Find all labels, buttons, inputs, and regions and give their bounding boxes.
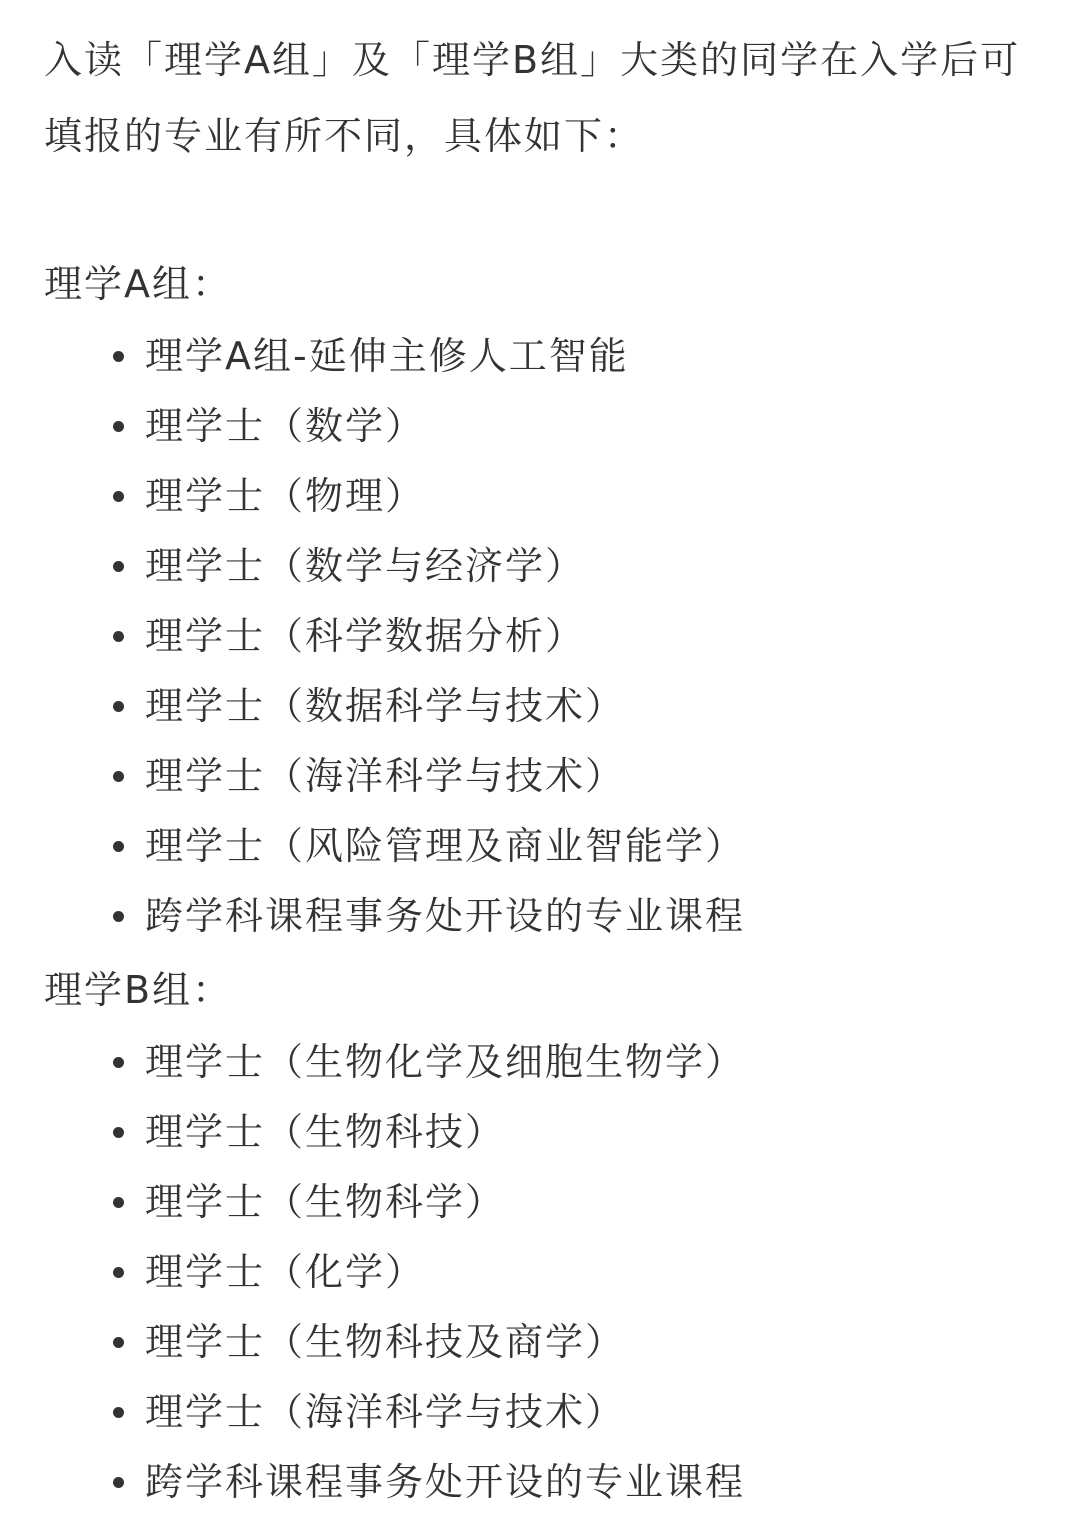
- major-label: 跨学科课程事务处开设的专业课程: [145, 894, 746, 938]
- bullet-icon: [113, 841, 124, 852]
- group-b-heading: 理学B组：: [44, 968, 233, 1012]
- bullet-icon: [113, 1407, 124, 1418]
- bullet-icon: [113, 1477, 124, 1488]
- major-label: 理学士（化学）: [145, 1250, 426, 1294]
- major-label: 理学士（海洋科学与技术）: [145, 1390, 626, 1434]
- major-label: 理学士（科学数据分析）: [145, 614, 586, 658]
- major-label: 理学士（生物科技）: [145, 1110, 506, 1154]
- bullet-icon: [113, 701, 124, 712]
- bullet-icon: [113, 561, 124, 572]
- major-label: 理学士（生物科学）: [145, 1180, 506, 1224]
- group-a-heading: 理学A组：: [44, 262, 232, 306]
- bullet-icon: [113, 1197, 124, 1208]
- bullet-icon: [113, 351, 124, 362]
- bullet-icon: [113, 1337, 124, 1348]
- intro-paragraph: 入读「理学A组」及「理学B组」大类的同学在入学后可填报的专业有所不同，具体如下：: [44, 38, 1021, 158]
- bullet-icon: [113, 911, 124, 922]
- bullet-icon: [113, 631, 124, 642]
- major-label: 理学士（生物科技及商学）: [145, 1320, 626, 1364]
- major-label: 理学士（风险管理及商业智能学）: [145, 824, 746, 868]
- major-label: 理学士（海洋科学与技术）: [145, 754, 626, 798]
- bullet-icon: [113, 771, 124, 782]
- major-label: 理学士（数学）: [145, 404, 426, 448]
- major-label: 理学士（生物化学及细胞生物学）: [145, 1040, 746, 1084]
- major-label: 理学士（数据科学与技术）: [145, 684, 626, 728]
- major-label: 理学士（物理）: [145, 474, 426, 518]
- bullet-icon: [113, 1267, 124, 1278]
- major-label: 理学A组-延伸主修人工智能: [145, 334, 629, 378]
- major-label: 理学士（数学与经济学）: [145, 544, 586, 588]
- bullet-icon: [113, 1057, 124, 1068]
- bullet-icon: [113, 491, 124, 502]
- bullet-icon: [113, 421, 124, 432]
- bullet-icon: [113, 1127, 124, 1138]
- major-label: 跨学科课程事务处开设的专业课程: [145, 1460, 746, 1504]
